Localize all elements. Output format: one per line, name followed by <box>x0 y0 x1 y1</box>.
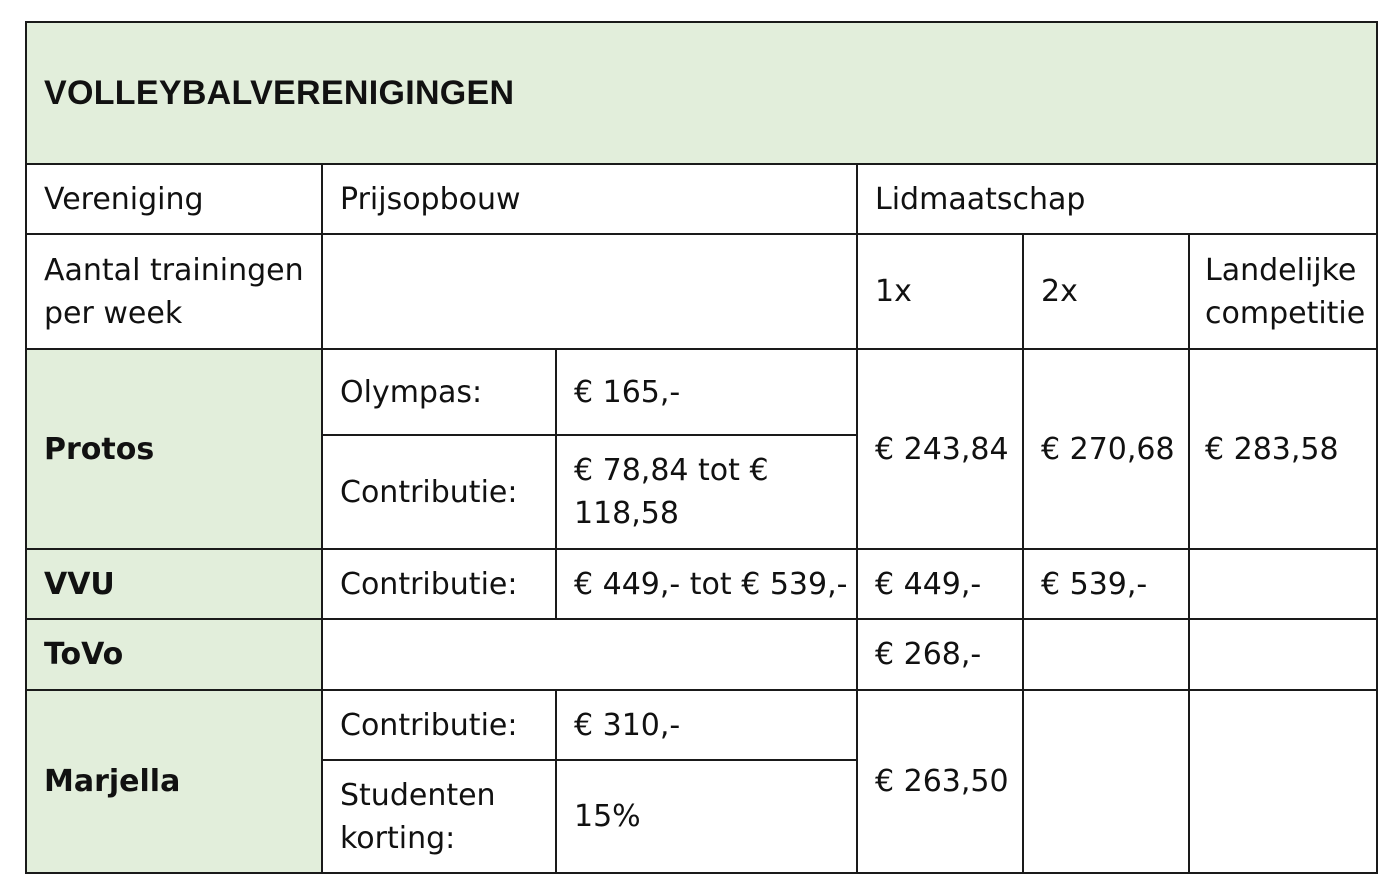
protos-contributie-value: € 78,84 tot € 118,58 <box>556 435 857 549</box>
header-prijsopbouw: Prijsopbouw <box>322 164 857 234</box>
club-name-marjella: Marjella <box>26 690 322 873</box>
protos-price-landelijk: € 283,58 <box>1189 349 1377 549</box>
subheader-row <box>26 234 1377 349</box>
header-vereniging: Vereniging <box>26 164 322 234</box>
tovo-price-1x: € 268,- <box>857 619 1023 690</box>
header-row <box>26 164 1377 234</box>
vvu-contributie-value: € 449,- tot € 539,- <box>556 549 857 619</box>
marjella-price-2x-empty <box>1023 690 1189 873</box>
club-name-protos: Protos <box>26 349 322 549</box>
protos-olympas-value: € 165,- <box>556 349 857 435</box>
volleyball-clubs-table <box>25 21 1378 874</box>
protos-price-1x: € 243,84 <box>857 349 1023 549</box>
tovo-price-landelijk-empty <box>1189 619 1377 690</box>
protos-price-2x: € 270,68 <box>1023 349 1189 549</box>
tovo-price-2x-empty <box>1023 619 1189 690</box>
protos-contributie-label: Contributie: <box>322 435 556 549</box>
header-empty-cell <box>322 234 857 349</box>
vvu-price-1x: € 449,- <box>857 549 1023 619</box>
marjella-contributie-label: Contributie: <box>322 690 556 760</box>
table-row <box>26 549 1377 619</box>
marjella-korting-label: Studenten korting: <box>322 760 556 873</box>
header-2x: 2x <box>1023 234 1189 349</box>
marjella-price-1x: € 263,50 <box>857 690 1023 873</box>
header-lidmaatschap: Lidmaatschap <box>857 164 1377 234</box>
header-landelijke-competitie: Landelijke competitie <box>1189 234 1377 349</box>
club-name-vvu: VVU <box>26 549 322 619</box>
header-1x: 1x <box>857 234 1023 349</box>
table-row <box>26 349 1377 435</box>
table-row <box>26 619 1377 690</box>
marjella-korting-value: 15% <box>556 760 857 873</box>
vvu-price-landelijk-empty <box>1189 549 1377 619</box>
marjella-price-landelijk-empty <box>1189 690 1377 873</box>
title-row <box>26 22 1377 164</box>
header-aantal-trainingen: Aantal trainingen per week <box>26 234 322 349</box>
protos-olympas-label: Olympas: <box>322 349 556 435</box>
vvu-contributie-label: Contributie: <box>322 549 556 619</box>
tovo-prijsopbouw-empty <box>322 619 857 690</box>
table-title: VOLLEYBALVERENIGINGEN <box>26 22 1377 164</box>
marjella-contributie-value: € 310,- <box>556 690 857 760</box>
vvu-price-2x: € 539,- <box>1023 549 1189 619</box>
club-name-tovo: ToVo <box>26 619 322 690</box>
table-row <box>26 690 1377 760</box>
